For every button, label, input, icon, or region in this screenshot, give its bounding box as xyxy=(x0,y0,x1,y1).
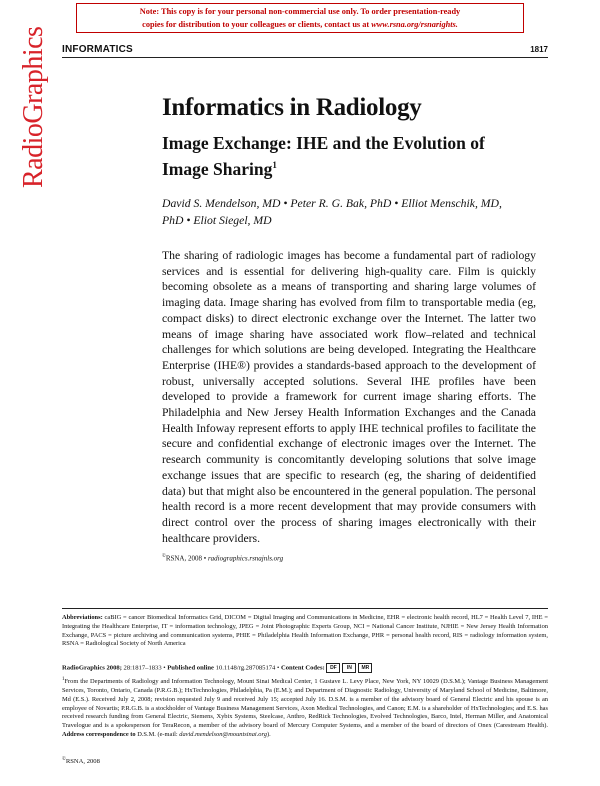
article-title-text: Image Exchange: IHE and the Evolution of Image Sharing xyxy=(162,133,485,179)
content-code-badge: IN xyxy=(342,663,356,673)
author-list xyxy=(162,195,532,229)
content-codes-label: Content Codes: xyxy=(280,664,325,672)
citation-pages: 28:1817–1833 • xyxy=(121,664,168,672)
journal-url-link[interactable]: radiographics.rsnajnls.org xyxy=(207,554,284,563)
footnote-divider xyxy=(62,608,548,609)
section-label: INFORMATICS xyxy=(62,44,133,55)
correspondence-end: ). xyxy=(266,730,271,738)
citation-line xyxy=(62,663,548,673)
copyright-symbol: © xyxy=(162,554,166,559)
correspondence-label: Address correspondence to xyxy=(62,730,136,738)
content-codes xyxy=(326,663,374,673)
affiliations-footnote xyxy=(62,676,548,740)
correspondence-text: D.S.M. (e-mail: xyxy=(135,730,180,738)
title-footnote-ref: 1 xyxy=(272,160,277,170)
citation-doi: 10.1148/rg.287085174 • xyxy=(214,664,281,672)
page-number: 1817 xyxy=(530,45,548,54)
copyright-notice-box xyxy=(76,3,524,33)
abbreviations-label: Abbreviations: xyxy=(62,614,103,621)
notice-rights-link[interactable]: www.rsna.org/rsnarights. xyxy=(371,20,458,29)
abstract-copyright xyxy=(162,554,283,562)
published-online-label: Published online xyxy=(167,664,214,672)
article-title xyxy=(162,132,522,180)
footer-copyright xyxy=(62,757,100,765)
abbreviations-text: caBIG = cancer Biomedical Informatics Grid, DICOM = Digital Imaging and Communications in Medicine, EHR = electronic health record, HL7 = Health Level 7, IHE = Integrating the Healthcare Enterprise, IT = information technology, JPEG = Joint Photographic Experts Group, NCI = National Cancer Institute, NJHIE = New Jersey Health Information Exchange, PACS = picture archiving and communication systems, PHIE = Philadelphia Health Information Exchange, PHR = personal health record, RIS = radiology information system, RSNA = Radiological Society of North America xyxy=(62,614,548,648)
article-section-title: Informatics in Radiology xyxy=(162,94,422,121)
notice-line-1: Note: This copy is for your personal non-commercial use only. To order presentation-ready xyxy=(139,7,461,16)
abstract: The sharing of radiologic images has become a fundamental part of radiology services and is essential for delivering high-quality care. Film is quickly becoming obsolete as a means of transporting and sharing large volumes of imaging data. Image sharing has evolved from film to transportable media (eg, compact disks) to direct electronic exchange over the Internet. The latter two means of image sharing have associated work flow–related and technical challenges for which solutions are being developed. Integrating the Healthcare Enterprise (IHE®) provides a standards-based approach to the development of robust, universally accepted solutions. Several IHE profiles have been developed to provide a framework for current image sharing efforts. The Philadelphia and New Jersey Health Information Exchanges and the Canada Health Infoway represent efforts to apply IHE technical profiles to facilitate the secure and confidential exchange of electronic images over the Internet. The research community is concomitantly developing solutions that solve image exchange issues that are specific to research (eg, the sharing of deidentified data) but that might also be encountered in the general population. The personal health record is a more recent development that may provide consumers with direct control over the process of sharing images electronically with their healthcare providers. xyxy=(162,249,536,545)
affiliation-text: From the Departments of Radiology and Information Technology, Mount Sinai Medical Center, 1 Gustave L. Levy Place, New York, NY 10029 (D.S.M.); Vantage Business Management Services, Toronto, Ontario, Canada (P.R.G.B.); HxTechnologies, Philadelphia, Pa (E.M.); and Department of Diagnostic Radiology, University of Maryland School of Medicine, Baltimore, Md (E.S.). Received July 2, 2008; revision requested July 9 and received July 15; accepted July 16. D.S.M. is a member of the advisory board of General Electric and his spouse is an employee of Novartis; P.R.G.B. is a stockholder of Vantage Business Management Services, Axon Medical Technologies, and Canon; E.M. is a shareholder of HxTechnologies; and E.S. has received research funding from General Electric, Siemens, Xybix Systems, Steelcase, Anthro, RedRick Technologies, Evolved Technologies, Barco, Intel, Herman Miller, and Anatomical Travelogue and is a spokesperson for TeraRecon, a member of the advisory board of Mercury Computer Systems, and a member of the board of directors of Onex (Carestream Health). xyxy=(62,678,548,730)
affiliation-ref: 1 xyxy=(62,677,65,682)
content-code-badge: DF xyxy=(326,663,340,673)
citation-journal: RadioGraphics 2008; xyxy=(62,664,122,672)
footer-copyright-symbol: © xyxy=(62,757,66,762)
journal-logo: RadioGraphics xyxy=(18,26,49,188)
content-code-badge: MR xyxy=(358,663,372,673)
abbreviations-footnote xyxy=(62,614,548,649)
correspondence-email-link[interactable]: david.mendelson@mountsinai.org xyxy=(179,730,267,738)
notice-line-2 xyxy=(77,18,523,31)
footer-copyright-text: RSNA, 2008 xyxy=(65,758,100,766)
header-divider xyxy=(62,57,548,58)
authors-line-1: David S. Mendelson, MD • Peter R. G. Bak, PhD • Elliot Menschik, MD, xyxy=(162,197,502,210)
copyright-text: RSNA, 2008 • xyxy=(165,554,208,563)
authors-line-2: PhD • Eliot Siegel, MD xyxy=(162,214,272,227)
notice-line-2-prefix: copies for distribution to your colleagues or clients, contact us at xyxy=(142,20,372,29)
